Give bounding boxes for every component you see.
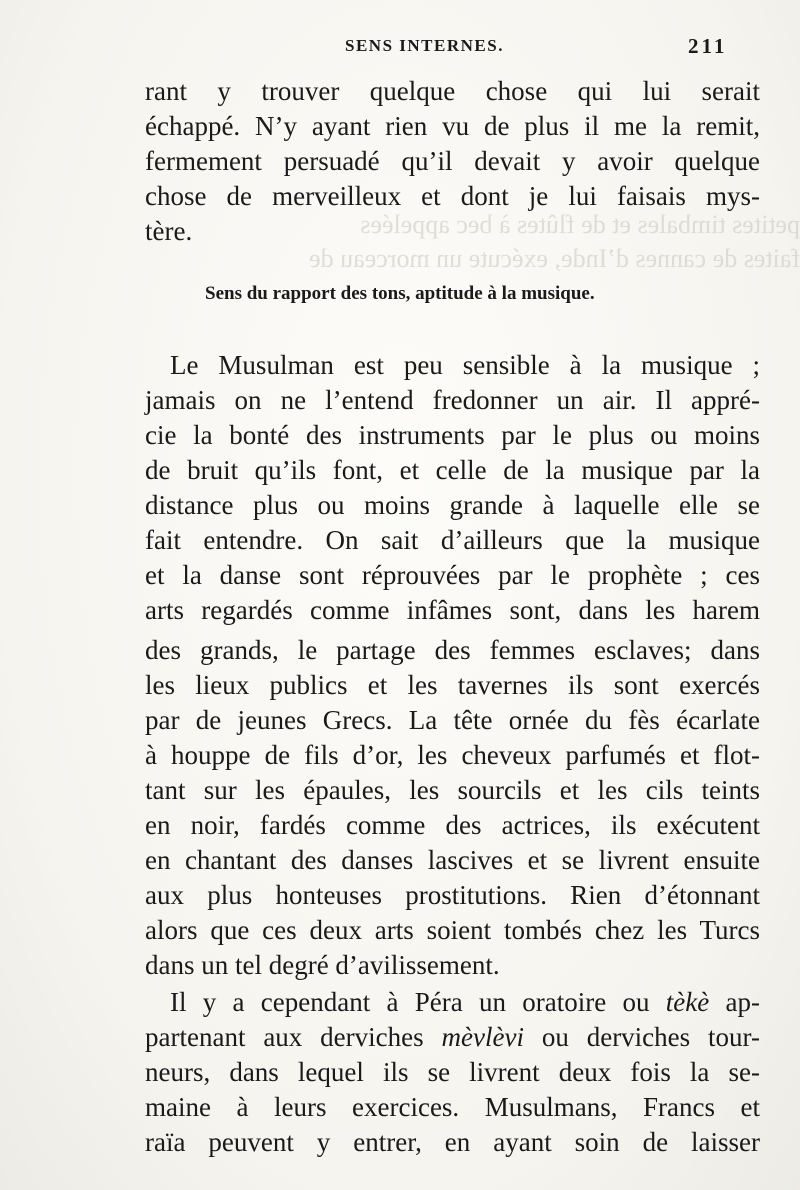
show-through-text: petites timbales et de flûtes à bec appelées	[360, 210, 800, 239]
show-through-text: faites de cannes d’Inde, exécute un morceau de	[309, 244, 800, 273]
text-line: tant sur les épaules, les sourcils et les cils teints	[145, 775, 760, 805]
text-line: à houppe de fils d’or, les cheveux parfumés et flot-	[145, 740, 760, 770]
text-line: échappé. N’y ayant rien vu de plus il me la remit,	[145, 111, 760, 141]
text-line: fait entendre. On sait d’ailleurs que la musique	[145, 525, 760, 555]
text-line: en chantant des danses lascives et se livrent ensuite	[145, 845, 760, 875]
section-heading: Sens du rapport des tons, aptitude à la musique.	[205, 283, 595, 304]
italic-term: tèkè	[665, 987, 710, 1017]
text-line	[170, 985, 760, 1019]
running-head	[0, 36, 800, 60]
text-line: et la danse sont réprouvées par le prophète ; ces	[145, 560, 760, 590]
page-number: 211	[688, 34, 728, 58]
italic-term: mèvlèvi	[441, 1022, 524, 1052]
text-line: Le Musulman est peu sensible à la musique ;	[170, 350, 760, 380]
text-line: raïa peuvent y entrer, en ayant soin de laisser	[145, 1127, 760, 1157]
text-line: jamais on ne l’entend fredonner un air. Il appré-	[145, 385, 760, 415]
text-line: chose de merveilleux et dont je lui faisais mys-	[145, 181, 760, 211]
text-run: Il y a cependant à Péra un oratoire ou	[170, 987, 666, 1017]
text-line: tère.	[145, 216, 193, 246]
text-line: les lieux publics et les tavernes ils sont exercés	[145, 670, 760, 700]
running-head-title: SENS INTERNES.	[345, 36, 504, 55]
text-line: dans un tel degré d’avilissement.	[145, 950, 500, 980]
text-run: ou derviches tour-	[523, 1022, 760, 1052]
text-line: maine à leurs exercices. Musulmans, Francs et	[145, 1092, 760, 1122]
text-run: partenant aux derviches	[145, 1022, 442, 1052]
text-line	[145, 1020, 760, 1054]
text-line: de bruit qu’ils font, et celle de la musique par la	[145, 455, 760, 485]
text-line: fermement persuadé qu’il devait y avoir quelque	[145, 146, 760, 176]
text-line: aux plus honteuses prostitutions. Rien d’étonnant	[145, 880, 760, 910]
text-line: par de jeunes Grecs. La tête ornée du fès écarlate	[145, 705, 760, 735]
text-line: distance plus ou moins grande à laquelle elle se	[145, 490, 760, 520]
text-line: arts regardés comme infâmes sont, dans les harem	[145, 595, 760, 625]
text-run: ap-	[709, 987, 760, 1017]
text-line: alors que ces deux arts soient tombés chez les Turcs	[145, 915, 760, 945]
text-line: en noir, fardés comme des actrices, ils exécutent	[145, 810, 760, 840]
text-line: rant y trouver quelque chose qui lui serait	[145, 76, 760, 106]
text-line: cie la bonté des instruments par le plus ou moins	[145, 420, 760, 450]
text-line: des grands, le partage des femmes esclaves; dans	[145, 635, 760, 665]
text-line: neurs, dans lequel ils se livrent deux fois la se-	[145, 1057, 760, 1087]
